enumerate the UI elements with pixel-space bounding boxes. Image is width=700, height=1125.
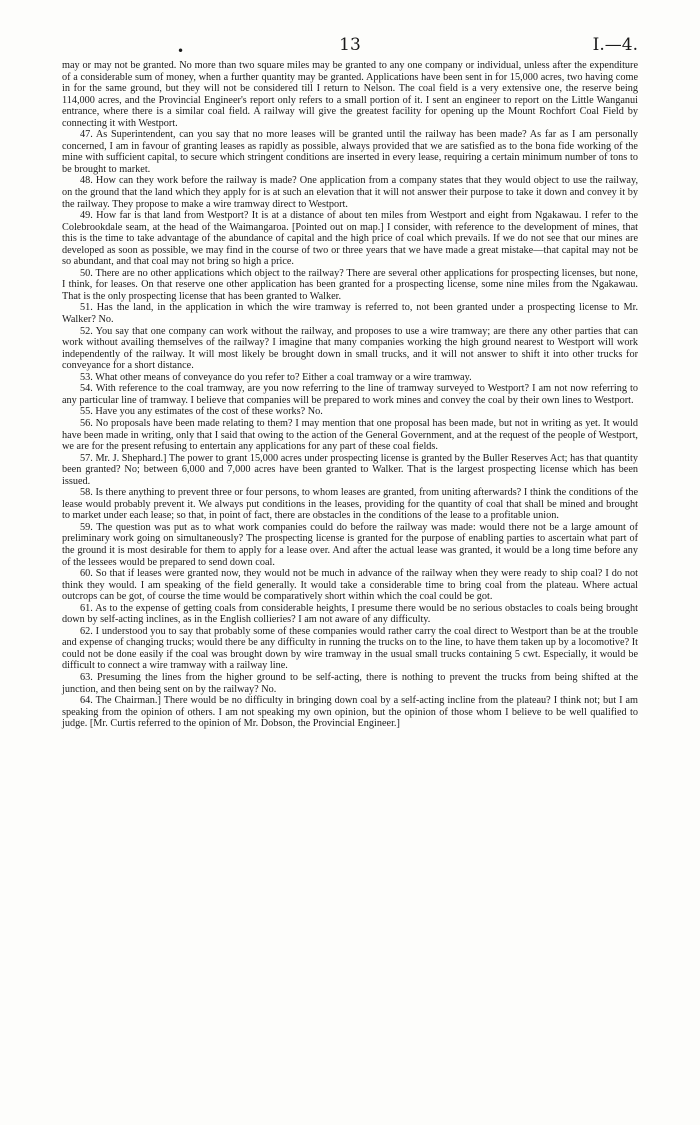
- question-number: 61.: [80, 602, 93, 614]
- question-number: 53.: [80, 371, 93, 383]
- page-number: 13: [339, 35, 361, 55]
- question-number: 64.: [80, 695, 93, 707]
- question-number: 54.: [80, 383, 93, 395]
- question-number: 50.: [80, 267, 93, 279]
- paragraph-text: I understood you to say that probably some of these companies would rather carry the coal direct to Westport than be at the trouble and expense of changing trucks; would there be any difficulty in running the trucks on to the line, to have them taken up by a locomotive? It could not be done easily if the coal was brought down by wire tramway in the usual small trucks containing 5 cwt. Especially, it would be difficult to connect a wire tramway with a railway line.: [62, 625, 638, 672]
- question-number: 51.: [80, 302, 93, 314]
- paragraph-49: [62, 210, 638, 268]
- question-number: 63.: [80, 671, 93, 683]
- paragraph-text: The question was put as to what work companies could do before the railway was made: would there not be a large amount of preliminary work going on simultaneously? The prospecting license is granted for the purpose of enabling parties to ascertain what part of the ground it is most desirable for them to apply for a lease over. And after the actual lease was granted, it would be a long time before any of the lessees would be prepared to send down coal.: [62, 521, 638, 568]
- paragraph-48: [62, 175, 638, 210]
- paragraph-text: How far is that land from Westport? It is at a distance of about ten miles from Westport and eight from Ngakawau. I refer to the Colebrookdale seam, at the head of the Waimangaroa. [Pointed out on map.] I consider, with reference to the development of mines, that this is the time to take advantage of the abundance of capital and the high price of coal which prevails. If we do not see that our mines are developed as soon as possible, we may find in the course of two or three years that we have made a great mistake—that capital may not be so abundant, and that coal may not bring so high a price.: [62, 210, 639, 268]
- paragraph-58: [62, 487, 638, 522]
- paragraph-59: [62, 522, 638, 568]
- paragraph-text: may or may not be granted. No more than two square miles may be granted to any one company or individual, unless after the expenditure of a considerable sum of money, when a further quantity may be granted. Applications have been sent in for 15,000 acres, two having come in for the same ground, but they will not be considered till I return to Nelson. The coal field is a very extensive one, the reserve being 114,000 acres, and the Provincial Engineer's report only refers to a small portion of it. I sent an engineer to report on the Little Wanganui entrance, where there is a similar coal field. A railway will give the greatest facility for opening up the Mount Rochfort Coal Field by connecting it with Westport.: [62, 60, 638, 129]
- paragraph-51: [62, 302, 638, 325]
- paragraph-57: [62, 453, 638, 488]
- question-number: 62.: [80, 625, 93, 637]
- question-number: 58.: [80, 487, 93, 499]
- paragraph-text: No proposals have been made relating to them? I may mention that one proposal has been made, but not in writing as yet. It would have been made in writing, only that I said that owing to the action of the General Government, and at the request of the people of Westport, we are for the present refusing to entertain any applications for any part of these coal fields.: [62, 417, 638, 453]
- paragraph-56: [62, 418, 638, 453]
- question-number: 59.: [80, 521, 93, 533]
- paragraph-text: What other means of conveyance do you refer to? Either a coal tramway or a wire tramway.: [95, 371, 472, 383]
- document-body: [62, 60, 638, 730]
- paragraph-text: Mr. J. Shephard.] The power to grant 15,000 acres under prospecting license is granted by the Buller Reserves Act; has that quantity been granted? No; between 6,000 and 7,000 acres have been granted to Walker. That is the largest prospecting license which has been issued.: [62, 452, 638, 487]
- paragraph-text: There are no other applications which object to the railway? There are several other applications for prospecting licenses, but none, I think, for leases. On that reserve one other application has been granted for a prospecting license, some nine miles from the Ngakawau. That is the only prospecting license that has been granted to Walker.: [62, 267, 638, 302]
- paragraph-text: How can they work before the railway is made? One application from a company states that they would object to use the railway, on the ground that the land which they apply for is at such an elevation that it will not answer their purpose to take it down and convey it by the railway. They propose to make a wire tramway direct to Westport.: [62, 175, 639, 210]
- question-number: 60.: [80, 568, 93, 580]
- question-number: 49.: [80, 210, 93, 222]
- paragraph-text: So that if leases were granted now, they would not be much in advance of the railway when they were ready to ship coal? I do not think they would. I am speaking of the field generally. It would take a considerable time to bring coal from the plateau. Where actual outcrops can be got, of course the time would be comparatively short within which the coal could be got.: [62, 568, 638, 603]
- page-header: [62, 0, 638, 60]
- paragraph-text: The Chairman.] There would be no difficulty in bringing down coal by a self-acting incline from the plateau? I think not; but I am speaking from the opinion of others. I am not speaking my own opinion, but the opinion of those whom I believe to be well qualified to judge. [Mr. Curtis referred to the opinion of Mr. Dobson, the Provincial Engineer.]: [62, 695, 638, 730]
- paragraph-63: [62, 672, 638, 695]
- question-number: 56.: [80, 417, 93, 429]
- paragraph-54: [62, 383, 638, 406]
- paragraph-text: As Superintendent, can you say that no more leases will be granted until the railway has been made? As far as I am personally concerned, I am in favour of granting leases as rapidly as possible, always provided that we are satisfied as to the bona fide working of the mine with sufficient capital, to secure which stringent conditions are inserted in every lease, requiring a certain minimum number of tons to be brought to market.: [62, 129, 638, 175]
- paragraph-62: [62, 626, 638, 672]
- question-number: 48.: [80, 175, 93, 187]
- paragraph-55: [62, 406, 638, 418]
- question-number: 47.: [80, 129, 93, 141]
- paragraph-64: [62, 695, 638, 730]
- paragraph-47: [62, 129, 638, 175]
- paragraph-text: Has the land, in the application in which the wire tramway is referred to, not been granted under a prospecting license to Mr. Walker? No.: [62, 302, 639, 326]
- paragraph-text: Is there anything to prevent three or four persons, to whom leases are granted, from uniting afterwards? I think the conditions of the lease would probably prevent it. We always put conditions in the leases, providing for the quantity of coal that shall be mined and brought to market under each lease; so that, in point of fact, there are obstacles in the conditions of the lease to a profitable union.: [62, 487, 638, 522]
- paragraph-50: [62, 268, 638, 303]
- paragraph-60: [62, 568, 638, 603]
- paragraph-52: [62, 326, 638, 372]
- question-number: 57.: [80, 452, 93, 464]
- paragraph-continued: [62, 60, 638, 129]
- paragraph-text: As to the expense of getting coals from considerable heights, I presume there would be no serious obstacles to coals being brought down by self-acting inclines, as in the English collieries? I am not aware of any difficulty.: [62, 602, 638, 626]
- paragraph-text: With reference to the coal tramway, are you now referring to the line of tramway surveyed to Westport? I am not now referring to any particular line of tramway. I believe that companies will be prepared to work mines and convey the coal by their own lines to Westport.: [62, 383, 638, 406]
- question-number: 55.: [80, 406, 93, 418]
- paragraph-text: Presuming the lines from the higher ground to be self-acting, there is nothing to prevent the trucks from being shifted at the junction, and then being sent on by the railway? No.: [62, 671, 639, 695]
- paragraph-61: [62, 603, 638, 626]
- header-dot: •: [177, 44, 185, 58]
- paragraph-text: You say that one company can work without the railway, and proposes to use a wire tramway; are there any other parties that can work without availing themselves of the railway? I imagine that many companies working the high ground nearest to Westport will work independently of the railway. It will most likely be brought down in small trucks, and it will not answer to shift it into other trucks for conveyance for a short distance.: [62, 325, 638, 372]
- paragraph-53: [62, 372, 638, 384]
- question-number: 52.: [80, 325, 93, 337]
- paragraph-text: Have you any estimates of the cost of these works? No.: [95, 406, 323, 418]
- document-reference: I.—4.: [592, 35, 638, 55]
